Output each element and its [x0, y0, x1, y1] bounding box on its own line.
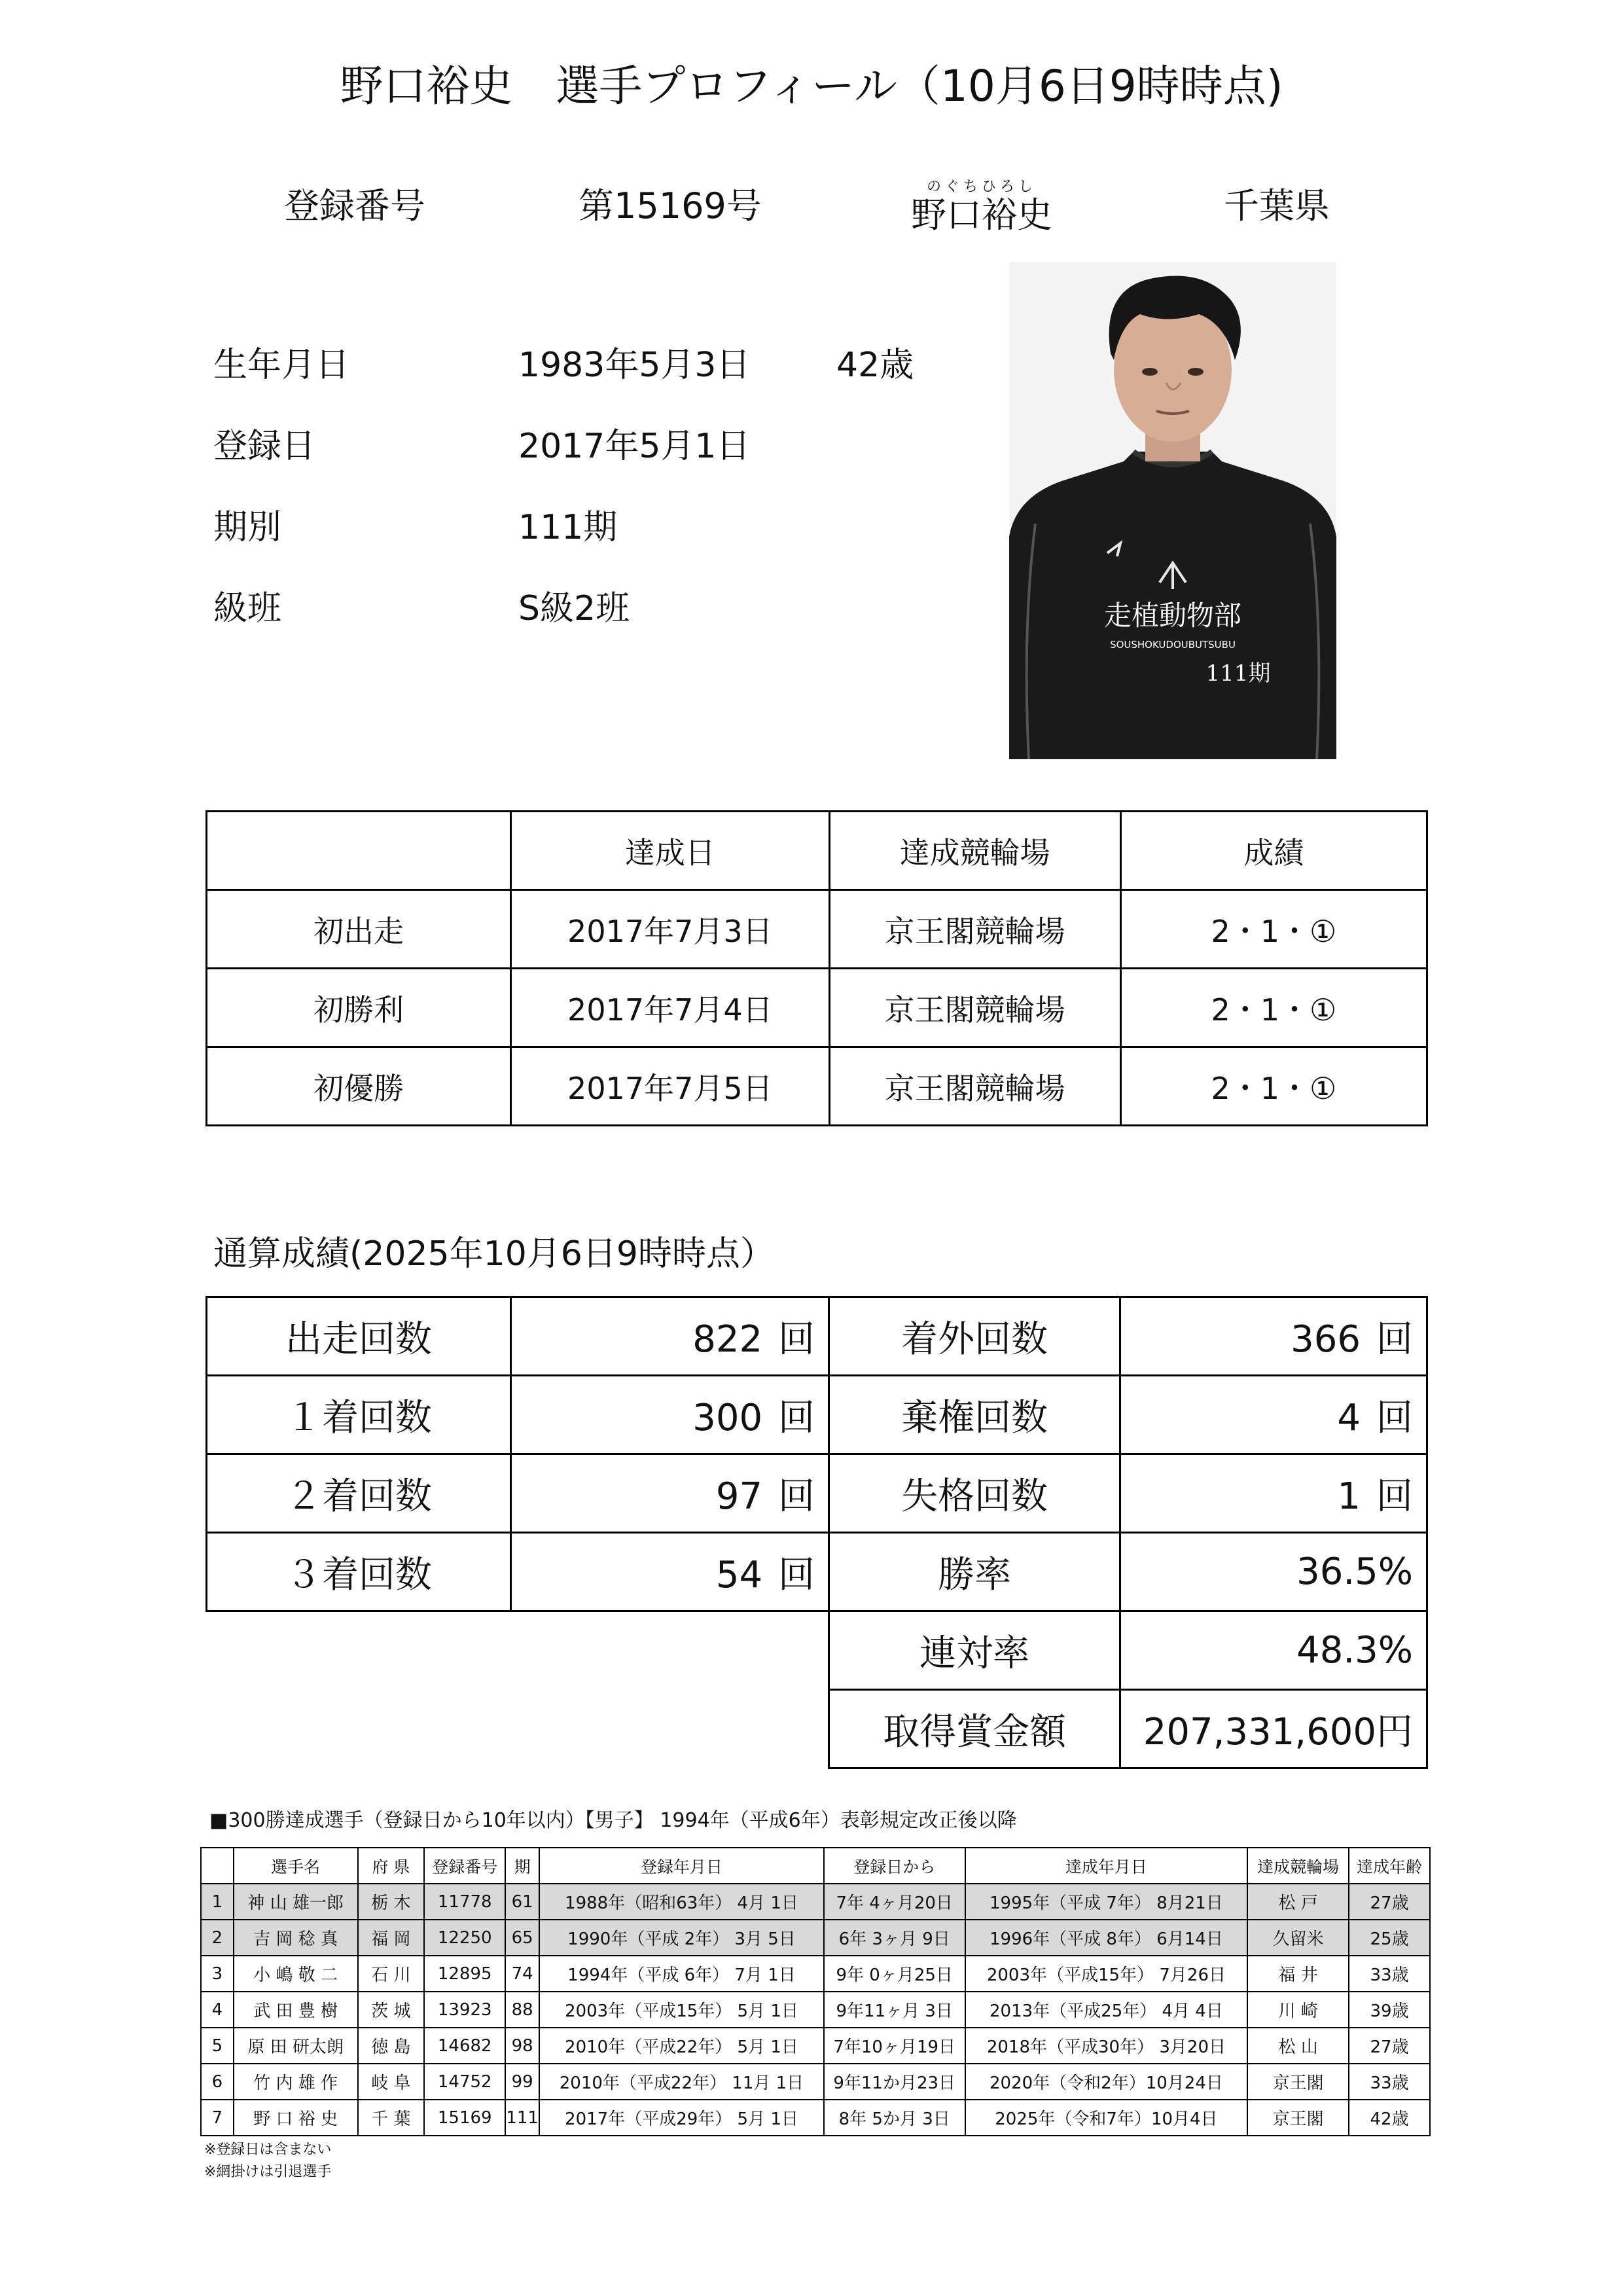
totals-label: 連対率: [829, 1611, 1120, 1690]
totals-table: [205, 1296, 1428, 1769]
record-cell: 4: [201, 1992, 234, 2028]
racer-photo-illustration: [1009, 262, 1336, 759]
record-cell: 15169: [424, 2100, 505, 2136]
record-cell: 2025年（令和7年）10月4日: [965, 2100, 1248, 2136]
record-cell: 74: [505, 1956, 539, 1992]
record-cell: 14752: [424, 2064, 505, 2100]
class-label: 級班: [213, 589, 282, 628]
record-cell: 33歳: [1349, 1956, 1430, 1992]
registration-number: 第15169号: [579, 185, 762, 226]
record-cell: 2013年（平成25年） 4月 4日: [965, 1992, 1248, 2028]
table-row: [207, 1297, 1427, 1376]
milestone-venue: 京王閣競輪場: [829, 969, 1120, 1047]
record-cell: 福 井: [1247, 1956, 1349, 1992]
record-cell: 111: [505, 2100, 539, 2136]
page-title: 野口裕史 選手プロフィール（10月6日9時時点): [340, 61, 1283, 111]
table-row: [207, 1376, 1427, 1454]
totals-label: 勝率: [829, 1533, 1120, 1611]
record-cell: 33歳: [1349, 2064, 1430, 2100]
totals-value-cell: [1120, 1376, 1427, 1454]
milestone-label: 初優勝: [207, 1047, 511, 1126]
record-header-cell: 期: [505, 1848, 539, 1884]
record-cell: 8年 5か月 3日: [824, 2100, 965, 2136]
record-cell: 原 田 研太朗: [234, 2028, 358, 2064]
milestone-label: 初勝利: [207, 969, 511, 1047]
table-row: [201, 1956, 1430, 1992]
record-cell: 11778: [424, 1884, 505, 1920]
milestone-header-cell: 達成日: [511, 812, 829, 890]
record-header-cell: 登録日から: [824, 1848, 965, 1884]
totals-value-cell: [511, 1454, 829, 1533]
record-cell: 5: [201, 2028, 234, 2064]
record-cell: 2010年（平成22年） 11月 1日: [539, 2064, 824, 2100]
record-cell: 川 崎: [1247, 1992, 1349, 2028]
record-cell: 2003年（平成15年） 7月26日: [965, 1956, 1248, 1992]
totals-value: 207,331,600円: [1120, 1690, 1427, 1768]
record-header-cell: 登録番号: [424, 1848, 505, 1884]
record-cell: 竹 内 雄 作: [234, 2064, 358, 2100]
totals-label: 棄権回数: [829, 1376, 1120, 1454]
record-cell: 2010年（平成22年） 5月 1日: [539, 2028, 824, 2064]
milestone-label: 初出走: [207, 890, 511, 969]
totals-value: 822: [692, 1318, 763, 1361]
unit-label: 回: [778, 1553, 815, 1596]
record-cell: 14682: [424, 2028, 505, 2064]
record-cell: 1994年（平成 6年） 7月 1日: [539, 1956, 824, 1992]
record-cell: 7: [201, 2100, 234, 2136]
totals-value: 54: [715, 1553, 763, 1596]
record-cell: 27歳: [1349, 1884, 1430, 1920]
record-cell: 39歳: [1349, 1992, 1430, 2028]
record-cell: 小 嶋 敬 二: [234, 1956, 358, 1992]
record-cell: 岐 阜: [358, 2064, 425, 2100]
record-cell: 松 山: [1247, 2028, 1349, 2064]
totals-value-cell: [1120, 1454, 1427, 1533]
record-cell: 1995年（平成 7年） 8月21日: [965, 1884, 1248, 1920]
record-cell: 栃 木: [358, 1884, 425, 1920]
record-cell: 42歳: [1349, 2100, 1430, 2136]
totals-value-cell: [511, 1533, 829, 1611]
record-cell: 神 山 雄一郎: [234, 1884, 358, 1920]
totals-value: 1: [1337, 1475, 1361, 1518]
class-value: S級2班: [518, 589, 630, 628]
record-header-cell: 達成年月日: [965, 1848, 1248, 1884]
record-cell: 野 口 裕 史: [234, 2100, 358, 2136]
milestone-result: 2・1・①: [1120, 1047, 1427, 1126]
record-cell: 6: [201, 2064, 234, 2100]
term-value: 111期: [518, 508, 618, 547]
record-cell: 98: [505, 2028, 539, 2064]
totals-value: 48.3%: [1120, 1611, 1427, 1690]
shirt-term: 111期: [1205, 660, 1271, 687]
unit-label: 回: [1376, 1318, 1413, 1361]
table-row: [201, 1992, 1430, 2028]
age-value: 42歳: [836, 346, 914, 385]
table-row: [207, 969, 1427, 1047]
racer-name: 野口裕史: [911, 194, 1052, 236]
term-label: 期別: [213, 508, 282, 547]
empty-cell: [207, 1690, 511, 1768]
racer-photo: [1009, 262, 1336, 759]
milestone-result: 2・1・①: [1120, 890, 1427, 969]
totals-value: 97: [715, 1475, 763, 1518]
milestone-venue: 京王閣競輪場: [829, 890, 1120, 969]
unit-label: 回: [1376, 1475, 1413, 1518]
record-cell: 12895: [424, 1956, 505, 1992]
record-header-cell: 登録年月日: [539, 1848, 824, 1884]
prefecture: 千葉県: [1224, 185, 1330, 226]
milestone-table: [205, 810, 1428, 1126]
note-line: ※網掛けは引退選手: [204, 2164, 332, 2180]
record-cell: 茨 城: [358, 1992, 425, 2028]
table-row: [201, 2064, 1430, 2100]
totals-label: 失格回数: [829, 1454, 1120, 1533]
empty-cell: [511, 1611, 829, 1690]
record-cell: 9年11か月23日: [824, 2064, 965, 2100]
table-row: [207, 1454, 1427, 1533]
totals-label: １着回数: [207, 1376, 511, 1454]
record-cell: 25歳: [1349, 1920, 1430, 1956]
totals-label: 着外回数: [829, 1297, 1120, 1376]
record-cell: 京王閣: [1247, 2064, 1349, 2100]
table-row: [207, 890, 1427, 969]
registration-label: 登録番号: [284, 185, 425, 226]
table-row: [201, 2100, 1430, 2136]
milestone-result: 2・1・①: [1120, 969, 1427, 1047]
record-cell: 88: [505, 1992, 539, 2028]
name-ruby: のぐちひろし: [926, 179, 1037, 195]
record-cell: 1: [201, 1884, 234, 1920]
record-table: [200, 1847, 1431, 2136]
milestone-date: 2017年7月5日: [511, 1047, 829, 1126]
record-cell: 2018年（平成30年） 3月20日: [965, 2028, 1248, 2064]
totals-title: 通算成績(2025年10月6日9時時点）: [213, 1234, 774, 1274]
totals-value-cell: [511, 1297, 829, 1376]
record-cell: 13923: [424, 1992, 505, 2028]
shirt-text: 走植動物部: [1103, 600, 1242, 632]
record-cell: 12250: [424, 1920, 505, 1956]
table-row: [207, 1611, 1427, 1690]
record-cell: 1990年（平成 2年） 3月 5日: [539, 1920, 824, 1956]
totals-label: ３着回数: [207, 1533, 511, 1611]
totals-label: 取得賞金額: [829, 1690, 1120, 1768]
record-header-cell: [201, 1848, 234, 1884]
record-cell: 65: [505, 1920, 539, 1956]
record-cell: 2003年（平成15年） 5月 1日: [539, 1992, 824, 2028]
birthdate-value: 1983年5月3日: [518, 346, 751, 385]
totals-value: 300: [692, 1396, 763, 1439]
empty-cell: [511, 1690, 829, 1768]
milestone-header-cell: 達成競輪場: [829, 812, 1120, 890]
table-row: [201, 1848, 1430, 1884]
table-row: [207, 1690, 1427, 1768]
record-header-cell: 達成競輪場: [1247, 1848, 1349, 1884]
record-cell: 徳 島: [358, 2028, 425, 2064]
empty-cell: [207, 1611, 511, 1690]
registration-date-label: 登録日: [213, 427, 316, 466]
record-cell: 99: [505, 2064, 539, 2100]
record-cell: 7年 4ヶ月20日: [824, 1884, 965, 1920]
record-table-title: ■300勝達成選手（登録日から10年以内）【男子】 1994年（平成6年）表彰規定改正後以降: [209, 1809, 1017, 1832]
record-cell: 1988年（昭和63年） 4月 1日: [539, 1884, 824, 1920]
milestone-date: 2017年7月4日: [511, 969, 829, 1047]
record-cell: 2017年（平成29年） 5月 1日: [539, 2100, 824, 2136]
record-cell: 3: [201, 1956, 234, 1992]
unit-label: 回: [1376, 1396, 1413, 1439]
record-cell: 松 戸: [1247, 1884, 1349, 1920]
record-cell: 9年11ヶ月 3日: [824, 1992, 965, 2028]
table-row: [201, 2028, 1430, 2064]
record-cell: 7年10ヶ月19日: [824, 2028, 965, 2064]
registration-date-value: 2017年5月1日: [518, 427, 751, 466]
note-line: ※登録日は含まない: [204, 2142, 332, 2158]
totals-value: 366: [1291, 1318, 1361, 1361]
record-cell: 27歳: [1349, 2028, 1430, 2064]
totals-label: 出走回数: [207, 1297, 511, 1376]
record-header-cell: 達成年齢: [1349, 1848, 1430, 1884]
milestone-header-cell: 成績: [1120, 812, 1427, 890]
milestone-header-cell: [207, 812, 511, 890]
totals-value-cell: [511, 1376, 829, 1454]
totals-label: ２着回数: [207, 1454, 511, 1533]
record-cell: 61: [505, 1884, 539, 1920]
record-cell: 石 川: [358, 1956, 425, 1992]
totals-value-cell: [1120, 1297, 1427, 1376]
record-header-cell: 選手名: [234, 1848, 358, 1884]
table-row: [207, 812, 1427, 890]
record-cell: 京王閣: [1247, 2100, 1349, 2136]
unit-label: 回: [778, 1396, 815, 1439]
birthdate-label: 生年月日: [213, 346, 350, 385]
unit-label: 回: [778, 1318, 815, 1361]
table-row: [201, 1884, 1430, 1920]
record-cell: 2020年（令和2年）10月24日: [965, 2064, 1248, 2100]
record-header-cell: 府 県: [358, 1848, 425, 1884]
record-cell: 9年 0ヶ月25日: [824, 1956, 965, 1992]
milestone-date: 2017年7月3日: [511, 890, 829, 969]
record-cell: 吉 岡 稔 真: [234, 1920, 358, 1956]
table-row: [201, 1920, 1430, 1956]
record-cell: 千 葉: [358, 2100, 425, 2136]
shirt-subtext: SOUSHOKUDOUBUTSUBU: [1110, 639, 1236, 651]
record-cell: 福 岡: [358, 1920, 425, 1956]
table-row: [207, 1047, 1427, 1126]
record-cell: 2: [201, 1920, 234, 1956]
unit-label: 回: [778, 1475, 815, 1518]
record-cell: 武 田 豊 樹: [234, 1992, 358, 2028]
totals-value: 36.5%: [1120, 1533, 1427, 1611]
table-row: [207, 1533, 1427, 1611]
milestone-venue: 京王閣競輪場: [829, 1047, 1120, 1126]
record-cell: 1996年（平成 8年） 6月14日: [965, 1920, 1248, 1956]
record-cell: 久留米: [1247, 1920, 1349, 1956]
record-cell: 6年 3ヶ月 9日: [824, 1920, 965, 1956]
totals-value: 4: [1337, 1396, 1361, 1439]
